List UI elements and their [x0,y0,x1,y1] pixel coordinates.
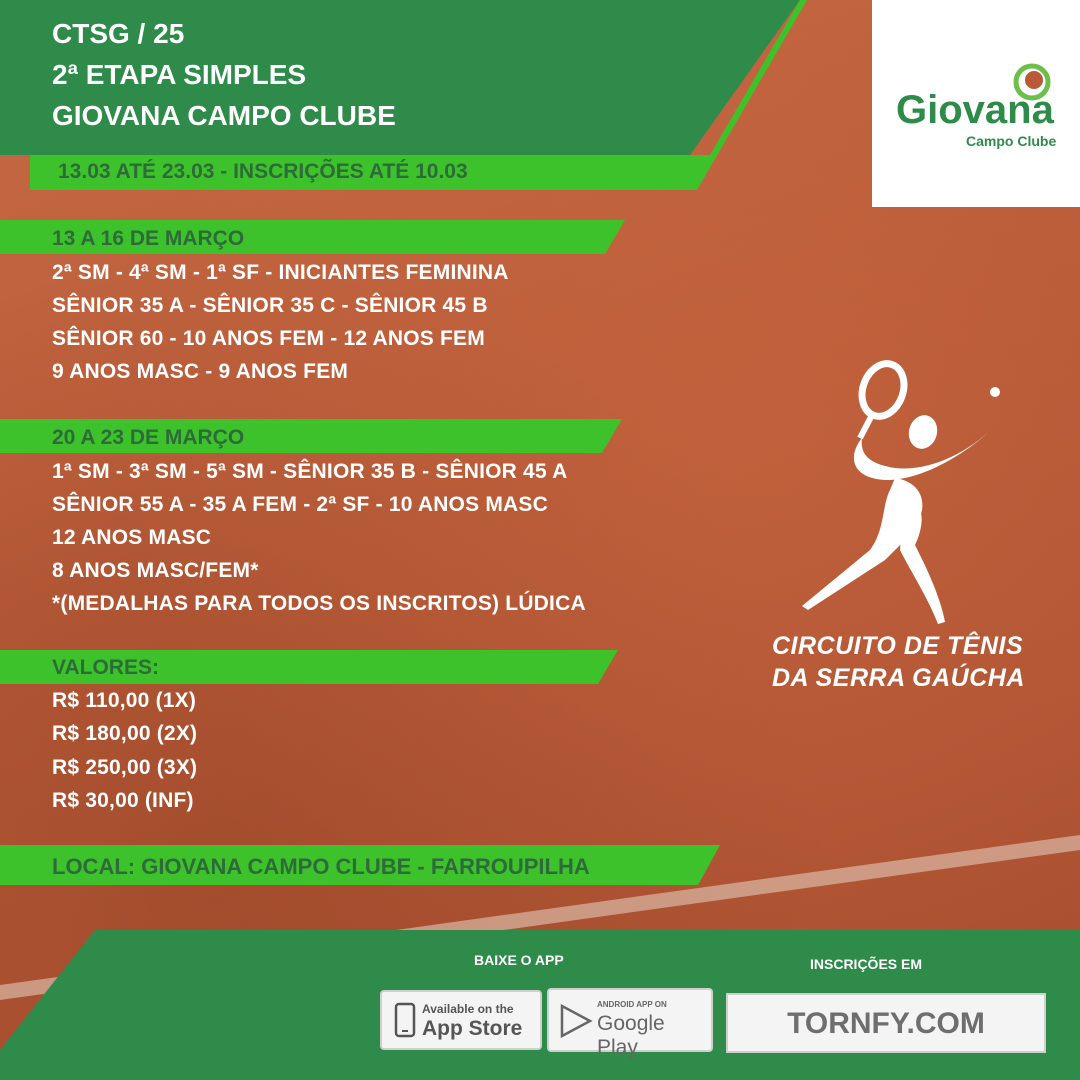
app-store-small: Available on the [422,1002,514,1016]
google-big: Google Play [597,1012,665,1059]
section1-line: SÊNIOR 60 - 10 ANOS FEM - 12 ANOS FEM [52,327,485,350]
phone-icon [394,1002,416,1038]
tornfy-link[interactable] [726,993,1046,1053]
price-line: R$ 250,00 (3X) [52,756,198,779]
price-line: R$ 110,00 (1X) [52,689,197,712]
circuit-line2: DA SERRA GAÚCHA [772,664,1025,692]
play-triangle-icon [559,1004,593,1038]
price-line: R$ 30,00 (INF) [52,789,194,812]
tornfy-text: TORNFY.COM [787,1007,985,1040]
google-small: ANDROID APP ON [597,1000,667,1009]
section2-line: 1ª SM - 3ª SM - 5ª SM - SÊNIOR 35 B - SÊNIOR 45 A [52,460,568,483]
header-title: CTSG / 25 [52,18,185,49]
section2-line: SÊNIOR 55 A - 35 A FEM - 2ª SF - 10 ANOS MASC [52,493,548,516]
club-logo [872,0,1080,207]
section2-line: 8 ANOS MASC/FEM* [52,559,259,582]
app-label: BAIXE O APP [474,952,564,968]
prices-heading: VALORES: [52,656,159,679]
google-play-button[interactable] [547,988,713,1059]
section2-line: 12 ANOS MASC [52,526,212,549]
section1-heading: 13 A 16 DE MARÇO [52,227,245,250]
header-club: GIOVANA CAMPO CLUBE [52,100,396,131]
circuit-line1: CIRCUITO DE TÊNIS [772,632,1024,660]
local-text: LOCAL: GIOVANA CAMPO CLUBE - FARROUPILHA [52,854,590,879]
header-stage: 2ª ETAPA SIMPLES [52,59,307,90]
section1-line: SÊNIOR 35 A - SÊNIOR 35 C - SÊNIOR 45 B [52,294,488,317]
section1-line: 2ª SM - 4ª SM - 1ª SF - INICIANTES FEMININA [52,261,509,284]
logo-subtitle: Campo Clube [966,133,1057,149]
app-store-button[interactable] [380,990,542,1050]
tennis-player-icon [790,360,1010,630]
logo-name: Giovana [896,88,1054,132]
app-store-big: App Store [422,1017,523,1040]
register-label: INSCRIÇÕES EM [810,956,923,972]
section2-heading: 20 A 23 DE MARÇO [52,426,245,449]
section2-line: *(MEDALHAS PARA TODOS OS INSCRITOS) LÚDICA [52,592,586,615]
header-dates: 13.03 ATÉ 23.03 - INSCRIÇÕES ATÉ 10.03 [58,160,468,183]
price-line: R$ 180,00 (2X) [52,722,198,745]
section1-line: 9 ANOS MASC - 9 ANOS FEM [52,360,349,383]
